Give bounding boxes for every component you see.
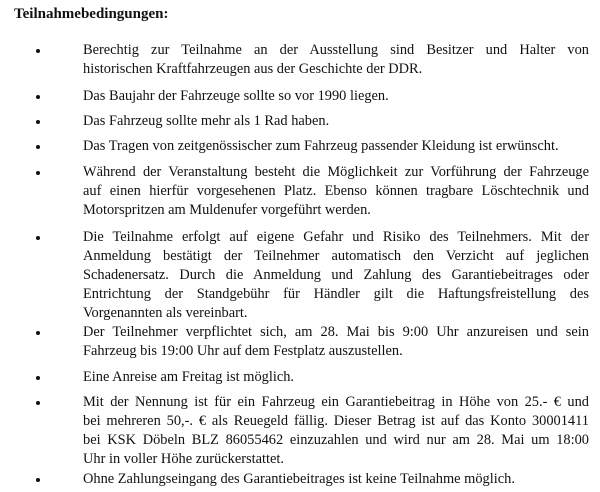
bullet-point bbox=[34, 163, 42, 182]
bullet-point bbox=[34, 470, 42, 489]
list-item-text bbox=[83, 368, 589, 387]
text-line: Der Teilnehmer verpflichtet sich, am 28. Mai bis 9:00 Uhr anzureisen und sein bbox=[83, 324, 589, 340]
list-item-text bbox=[83, 112, 589, 131]
text-line: auf einen hierfür vorgesehenen Platz. Ebenso können tragbare Löschtechnik und bbox=[83, 183, 589, 199]
list-item-text bbox=[83, 323, 589, 361]
bullet-point bbox=[34, 112, 42, 131]
text-line: Eine Anreise am Freitag ist möglich. bbox=[83, 369, 295, 385]
text-line: Das Tragen von zeitgenössischer zum Fahrzeug passender Kleidung ist erwünscht. bbox=[83, 138, 559, 154]
bullet-point bbox=[34, 137, 42, 156]
bullet-point bbox=[34, 87, 42, 106]
bullet-point bbox=[34, 368, 42, 387]
list-item-text bbox=[83, 41, 589, 79]
list-item-text bbox=[83, 393, 589, 469]
bullet-point bbox=[34, 41, 42, 60]
text-line: Während der Veranstaltung besteht die Möglichkeit zur Vorführung der Fahrzeuge bbox=[83, 164, 589, 180]
text-line: Motorspritzen am Muldenufer vorgeführt werden. bbox=[83, 202, 371, 218]
bullet-point bbox=[34, 323, 42, 342]
list-item-text bbox=[83, 163, 589, 220]
section-heading: Teilnahmebedingungen: bbox=[14, 6, 169, 22]
bullet-point bbox=[34, 393, 42, 412]
text-line: Anmeldung bestätigt der Teilnehmer automatisch den Verzicht auf jeglichen bbox=[83, 248, 589, 264]
text-line: Vorgenannten als vereinbart. bbox=[83, 305, 248, 321]
text-line: Schadenersatz. Durch die Anmeldung und Zahlung des Garantiebeitrages oder bbox=[83, 267, 589, 283]
text-line: Fahrzeug bis 19:00 Uhr auf dem Festplatz auszustellen. bbox=[83, 343, 403, 359]
text-line: Entrichtung der Standgebühr für Händler gilt die Haftungsfreistellung des bbox=[83, 286, 589, 302]
list-item-text bbox=[83, 470, 589, 489]
text-line: Berechtig zur Teilnahme an der Ausstellung sind Besitzer und Halter von bbox=[83, 42, 589, 58]
list-item-text bbox=[83, 87, 589, 106]
text-line: Das Fahrzeug sollte mehr als 1 Rad haben. bbox=[83, 113, 330, 129]
bullet-point bbox=[34, 228, 42, 247]
text-line: bei KSK Döbeln BLZ 86055462 einzuzahlen und wird nur am 28. Mai um 18:00 bbox=[83, 432, 589, 448]
text-line: Mit der Nennung ist für ein Fahrzeug ein Garantiebeitrag in Höhe von 25.- € und bbox=[83, 394, 589, 410]
text-line: Ohne Zahlungseingang des Garantiebeitrages ist keine Teilnahme möglich. bbox=[83, 471, 515, 487]
text-line: Uhr in voller Höhe zurückerstattet. bbox=[83, 451, 284, 467]
text-line: Die Teilnahme erfolgt auf eigene Gefahr und Risiko des Teilnehmers. Mit der bbox=[83, 229, 589, 245]
list-item-text bbox=[83, 228, 589, 323]
text-line: Das Baujahr der Fahrzeuge sollte so vor 1990 liegen. bbox=[83, 88, 389, 104]
text-line: historischen Kraftfahrzeugen aus der Geschichte der DDR. bbox=[83, 61, 423, 77]
text-line: bei mehreren 50,-. € als Reuegeld fällig. Dieser Betrag ist auf das Konto 30001411 bbox=[83, 413, 589, 429]
list-item-text bbox=[83, 137, 589, 156]
